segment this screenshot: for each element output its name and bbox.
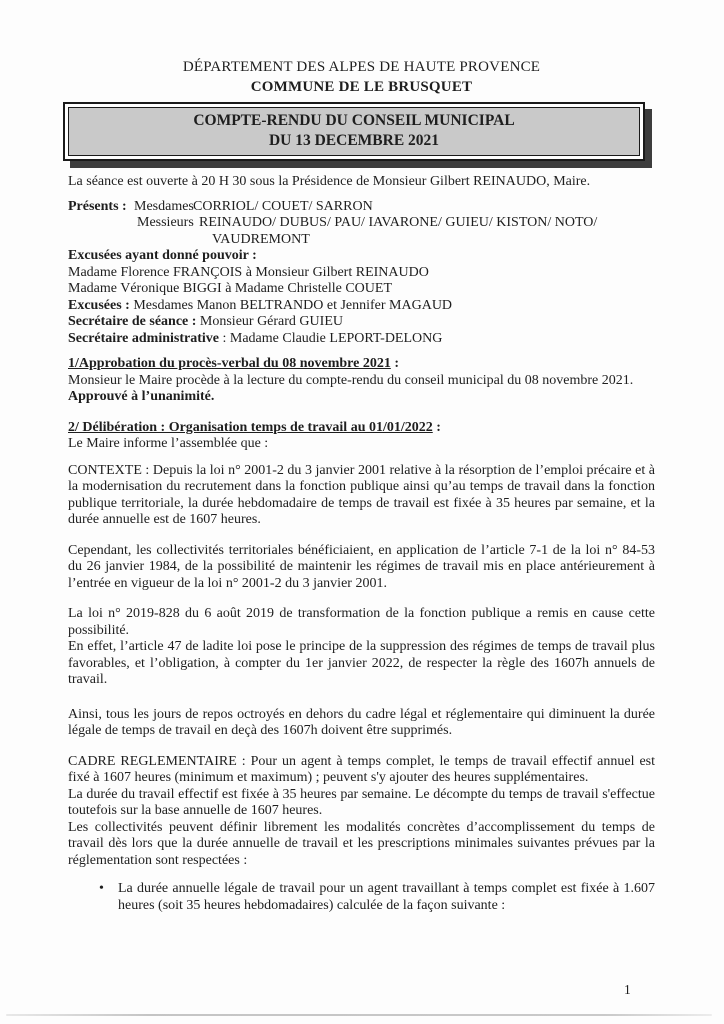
- section-approbation: [68, 356, 655, 406]
- mesdames-label: Mesdames: [134, 198, 194, 214]
- paragraph-ainsi: Ainsi, tous les jours de repos octroyés en dehors du cadre légal et réglementaire qui diminuent la durée légale de temps de travail en deçà des 1607h doivent être supprimés.: [68, 706, 655, 738]
- bullet-icon: •: [99, 881, 104, 896]
- paragraph-collectivites: Les collectivités peuvent définir librement les modalités concrètes d’accomplissement du temps de travail dès lors que la durée annuelle de travail et les prescriptions minimales suivantes prévues par la réglementation sont respectées :: [68, 819, 655, 868]
- paragraph-en-effet: En effet, l’article 47 de ladite loi pose le principe de la suppression des régimes de temps de travail plus favorables, et l’obligation, à compter du 1er janvier 2022, de respecter la règle des 1607h annuels de travail.: [68, 639, 655, 687]
- messieurs-names-continued: VAUDREMONT: [212, 231, 310, 247]
- excused-row: [68, 298, 655, 315]
- messieurs-row-continued: [68, 232, 655, 249]
- report-title-box-inner: [68, 107, 640, 156]
- excused-label: Excusées :: [68, 297, 130, 313]
- attendance-block: [68, 199, 655, 348]
- presents-label: Présents :: [68, 198, 127, 214]
- bullet-item-text: La durée annuelle légale de travail pour un agent travaillant à temps complet est fixée à 1.607 heures (soit 35 heures hebdomadaires) calculée de la façon suivante :: [118, 881, 655, 913]
- section-1-decision: Approuvé à l’unanimité.: [68, 389, 215, 404]
- messieurs-names: REINAUDO/ DUBUS/ PAU/ IAVARONE/ GUIEU/ KISTON/ NOTO/: [199, 215, 598, 230]
- section-1-heading: [68, 356, 655, 373]
- section-2-heading: [68, 420, 655, 437]
- report-title-box: [63, 102, 645, 161]
- section-2-heading-text: 2/ Délibération : Organisation temps de travail au 01/01/2022: [68, 419, 433, 435]
- report-title-line-2: DU 13 DECEMBRE 2021: [268, 132, 440, 149]
- section-2-intro: Le Maire informe l’assemblée que :: [68, 436, 269, 451]
- excused-pouvoir-entry-2: Madame Véronique BIGGI à Madame Christelle COUET: [68, 281, 392, 296]
- paragraph-contexte: CONTEXTE : Depuis la loi n° 2001-2 du 3 janvier 2001 relative à la résorption de l’emploi précaire et à la modernisation du recrutement dans la fonction publique ainsi qu’au temps de travail dans la fonction publique territoriale, la durée hebdomadaire de temps de travail est fixée à 35 heures par semaine, et la durée annuelle est de 1607 heures.: [68, 462, 655, 527]
- indent-spacer: [68, 215, 137, 232]
- paragraph-cependant: Cependant, les collectivités territoriales bénéficiaient, en application de l’article 7-1 de la loi n° 84-53 du 26 janvier 1984, de la possibilité de maintenir les régimes de travail mis en place antérieurement à l’entrée en vigueur de la loi n° 2001-2 du 3 janvier 2001.: [68, 542, 655, 591]
- section-deliberation: [68, 420, 655, 915]
- commune-title: COMMUNE DE LE BRUSQUET: [250, 78, 473, 95]
- indent-spacer: [68, 232, 212, 249]
- scan-artifact-line: [6, 1014, 712, 1016]
- department-title: DÉPARTEMENT DES ALPES DE HAUTE PROVENCE: [182, 59, 541, 75]
- section-2-heading-colon: :: [432, 419, 441, 435]
- messieurs-row: [68, 215, 655, 232]
- secretary-admin-row: [68, 331, 655, 348]
- page-number: 1: [624, 982, 631, 997]
- session-opening-line: La séance est ouverte à 20 H 30 sous la Présidence de Monsieur Gilbert REINAUDO, Maire.: [68, 174, 591, 189]
- paragraph-cadre-reglementaire: CADRE REGLEMENTAIRE : Pour un agent à temps complet, le temps de travail effectif annuel est fixé à 1607 heures (minimum et maximum) ; peuvent s'y ajouter des heures supplémentaires.: [68, 753, 655, 785]
- secretary-session-name: Monsieur Gérard GUIEU: [199, 314, 343, 329]
- section-1-heading-colon: :: [390, 356, 399, 371]
- section-1-heading-text: 1/Approbation du procès-verbal du 08 novembre 2021: [68, 356, 391, 371]
- secretary-session-label: Secrétaire de séance :: [68, 314, 197, 329]
- bullet-item: [68, 881, 655, 914]
- section-1-body: Monsieur le Maire procède à la lecture du compte-rendu du conseil municipal du 08 novembre 2021.: [68, 372, 634, 388]
- paragraph-loi-2019: La loi n° 2019-828 du 6 août 2019 de transformation de la fonction publique a remis en cause cette possibilité.: [68, 606, 655, 638]
- secretary-admin-label: Secrétaire administrative: [68, 330, 219, 346]
- excused-pouvoir-label: Excusées ayant donné pouvoir :: [68, 248, 257, 263]
- presents-row: [68, 199, 655, 216]
- excused-names: Mesdames Manon BELTRANDO et Jennifer MAGAUD: [133, 297, 453, 313]
- secretary-session-row: [68, 314, 655, 331]
- secretary-admin-name: : Madame Claudie LEPORT-DELONG: [222, 330, 443, 346]
- report-title-line-1: COMPTE-RENDU DU CONSEIL MUNICIPAL: [193, 112, 515, 129]
- paragraph-duree-travail: La durée du travail effectif est fixée à 35 heures par semaine. Le décompte du temps de travail s'effectue toutefois sur la base annuelle de 1607 heures.: [68, 786, 655, 818]
- excused-pouvoir-entry-1: Madame Florence FRANÇOIS à Monsieur Gilbert REINAUDO: [68, 264, 429, 280]
- mesdames-names: CORRIOL/ COUET/ SARRON: [193, 198, 373, 214]
- scanned-document: [68, 59, 655, 914]
- messieurs-label: Messieurs: [137, 215, 194, 230]
